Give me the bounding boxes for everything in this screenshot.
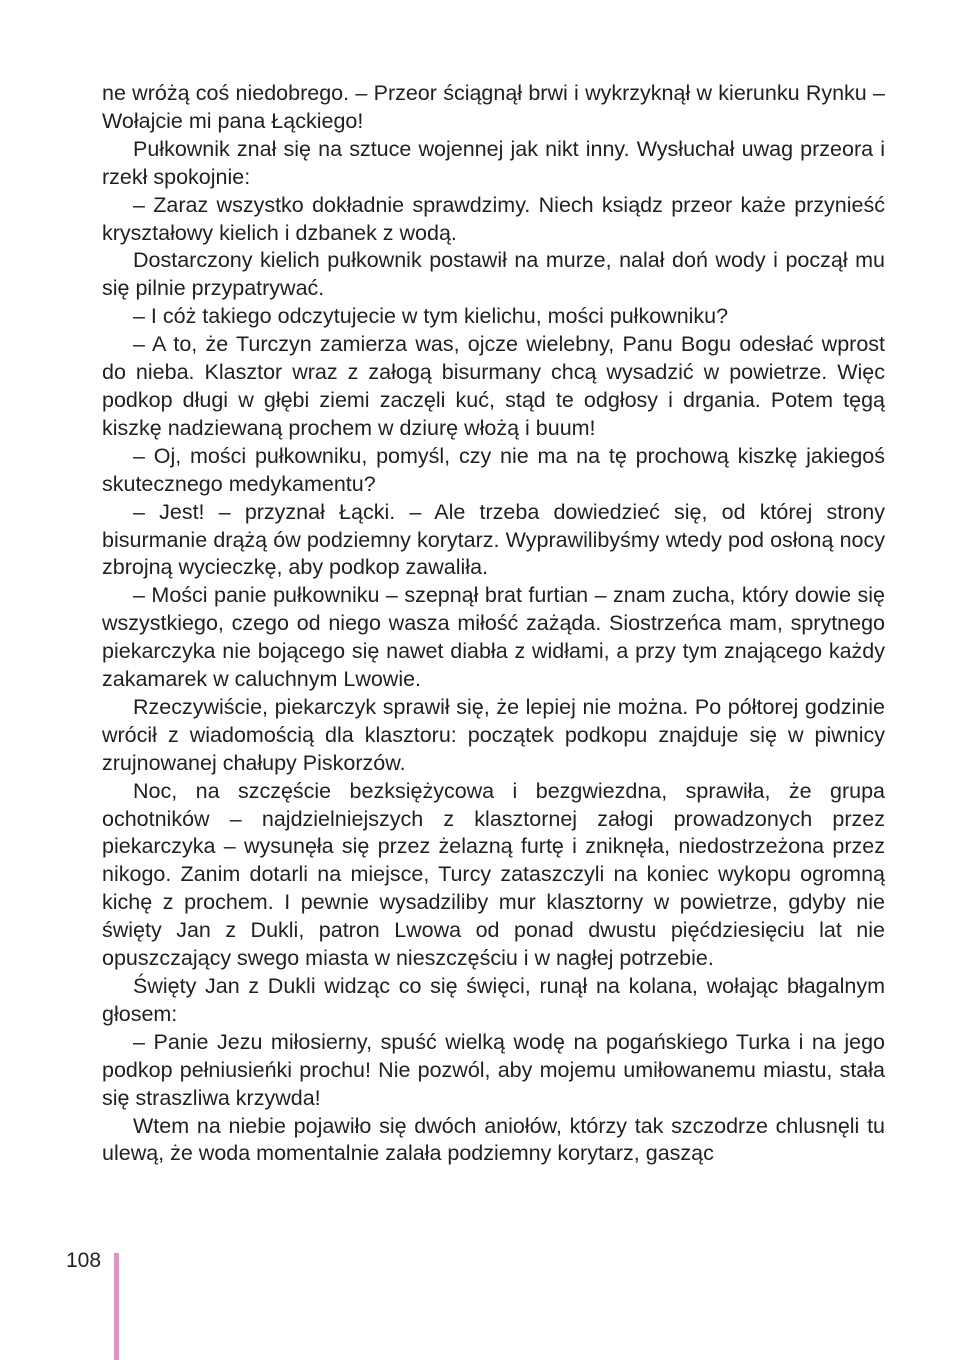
paragraph: – I cóż takiego odczytujecie w tym kielichu, mości pułkowniku? (133, 304, 729, 329)
paragraph: Pułkownik znał się na sztuce wojennej jak nikt inny. Wysłuchał uwag przeora i rzekł spokojnie: (102, 136, 885, 189)
body-text (102, 80, 885, 1168)
paragraph: Dostarczony kielich pułkownik postawił na murze, nalał doń wody i począł mu się pilnie przypatrywać. (102, 248, 885, 301)
page-margin-bar (114, 1253, 119, 1360)
paragraph: Noc, na szczęście bezksiężycowa i bezgwiezdna, sprawiła, że grupa ochotników – najdzielniejszych z klasztornej załogi prowadzonych przez piekarczyka – wysunęła się przez żelazną furtę i zniknęła, niedostrzeżona przez nikogo. Zanim dotarli na miejsce, Turcy zataszczyli na koniec wykopu ogromną kichę z prochem. I pewnie wysadziliby mur klasztorny w powietrze, gdyby nie święty Jan z Dukli, patron Lwowa od ponad dwustu pięćdziesięciu lat nie opuszczający swego miasta w nieszczęściu i w nagłej potrzebie. (102, 778, 885, 971)
paragraph: Rzeczywiście, piekarczyk sprawił się, że lepiej nie można. Po półtorej godzinie wrócił z wiadomością dla klasztoru: początek podkopu znajduje się w piwnicy zrujnowanej chałupy Piskorzów. (102, 694, 885, 775)
paragraph: – Panie Jezu miłosierny, spuść wielką wodę na pogańskiego Turka i na jego podkop pełniusieńki prochu! Nie pozwól, aby mojemu umiłowanemu miastu, stała się straszliwa krzywda! (102, 1029, 885, 1110)
paragraph: Święty Jan z Dukli widząc co się święci, runął na kolana, wołając błagalnym głosem: (102, 974, 885, 1026)
paragraph: ne wróżą coś niedobrego. – Przeor ściągnął brwi i wykrzyknął w kierunku Rynku – Wołajcie mi pana Łąckiego! (102, 81, 885, 133)
paragraph: – Oj, mości pułkowniku, pomyśl, czy nie ma na tę prochową kiszkę jakiegoś skutecznego medykamentu? (102, 443, 885, 496)
paragraph: – Zaraz wszystko dokładnie sprawdzimy. Niech ksiądz przeor każe przynieść kryształowy kielich i dzbanek z wodą. (102, 192, 885, 245)
paragraph: – Mości panie pułkowniku – szepnął brat furtian – znam zucha, który dowie się wszystkiego, czego od niego wasza miłość zażąda. Siostrzeńca mam, sprytnego piekarczyka nie bojącego się nawet diabła z widłami, a przy tym znającego każdy zakamarek w caluchnym Lwowie. (102, 583, 885, 692)
paragraph: – A to, że Turczyn zamierza was, ojcze wielebny, Panu Bogu odesłać wprost do nieba. Klasztor wraz z załogą bisurmany chcą wysadzić w powietrze. Więc podkop długi w głębi ziemi zaczęli kuć, stąd te odgłosy i drgania. Potem tęgą kiszkę nadziewaną prochem w dziurę włożą i buum! (102, 332, 885, 440)
paragraph: – Jest! – przyznał Łącki. – Ale trzeba dowiedzieć się, od której strony bisurmanie drążą ów podziemny korytarz. Wyprawilibyśmy wtedy pod osłoną nocy zbrojną wycieczkę, aby podkop zawaliła. (102, 499, 885, 580)
paragraph: Wtem na niebie pojawiło się dwóch aniołów, którzy tak szczodrze chlusnęli tu ulewą, że woda momentalnie zalała podziemny korytarz, gasząc (102, 1113, 885, 1166)
page-number: 108 (66, 1249, 102, 1272)
